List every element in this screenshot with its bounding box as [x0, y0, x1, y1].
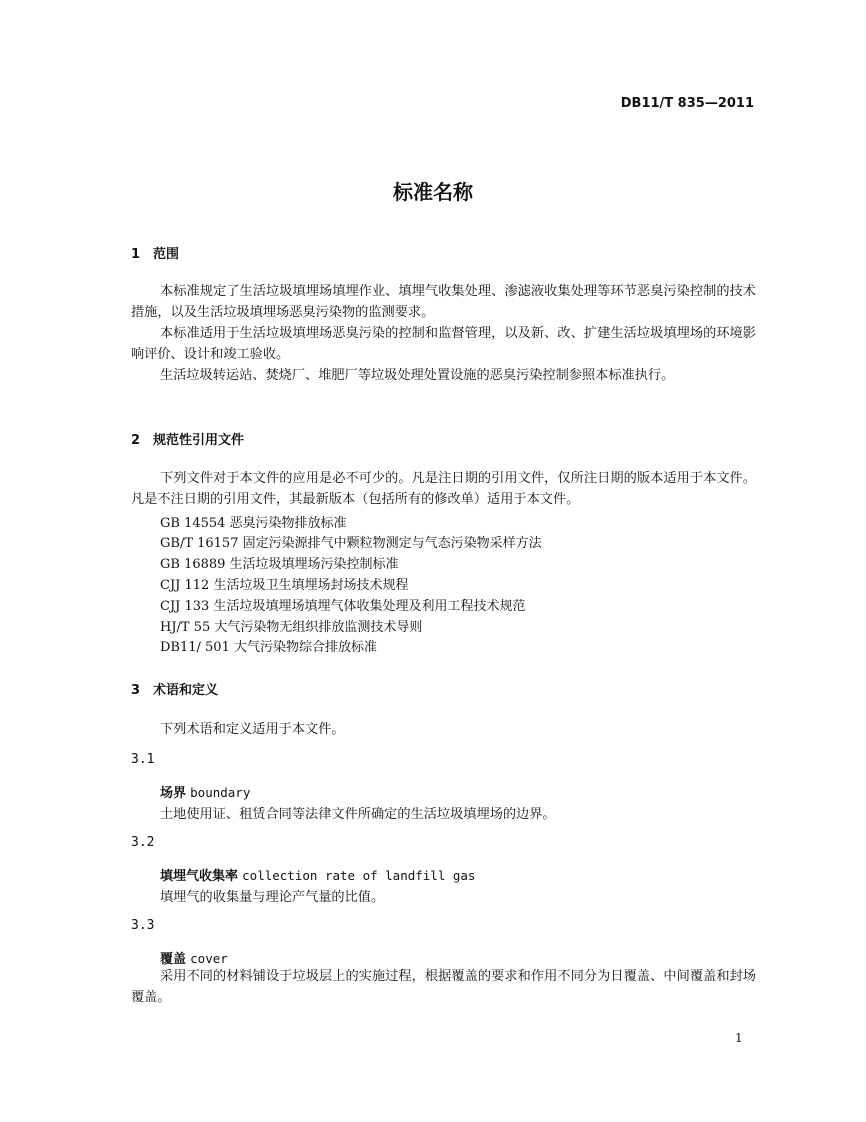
terms-intro: 下列术语和定义适用于本文件。 — [160, 722, 345, 737]
section-title: 术语和定义 — [153, 683, 219, 698]
reference-item: DB11/ 501 大气污染物综合排放标准 — [160, 640, 377, 655]
clause-number: 3.1 — [131, 752, 155, 767]
section-heading-scope — [131, 243, 179, 262]
reference-item: GB 14554 恶臭污染物排放标准 — [160, 516, 347, 531]
section-number: 2 — [131, 433, 141, 448]
reference-item: HJ/T 55 大气污染物无组织排放监测技术导则 — [160, 620, 423, 635]
section-heading-terms — [131, 679, 218, 698]
term-entry — [160, 865, 475, 884]
section-title: 范围 — [153, 247, 180, 262]
section-title: 规范性引用文件 — [153, 433, 245, 448]
page-title: 标准名称 — [393, 180, 473, 204]
term-english: collection rate of landfill gas — [242, 868, 476, 883]
references-intro: 下列文件对于本文件的应用是必不可少的。凡是注日期的引用文件，仅所注日期的版本适用于本文件。凡是不注日期的引用文件，其最新版本（包括所有的修改单）适用于本文件。 — [131, 471, 756, 507]
section-number: 3 — [131, 683, 141, 698]
scope-paragraph-1: 本标准规定了生活垃圾填埋场填埋作业、填埋气收集处理、渗滤液收集处理等环节恶臭污染控制的技术措施，以及生活垃圾填埋场恶臭污染物的监测要求。 — [131, 284, 756, 320]
page-number: 1 — [735, 1031, 743, 1045]
term-definition: 填埋气的收集量与理论产气量的比值。 — [160, 890, 385, 905]
reference-item: GB/T 16157 固定污染源排气中颗粒物测定与气态污染物采样方法 — [160, 536, 542, 551]
reference-item: CJJ 112 生活垃圾卫生填埋场封场技术规程 — [160, 578, 409, 593]
standard-number: DB11/T 835—2011 — [620, 96, 754, 111]
term-entry — [160, 782, 250, 801]
term-definition: 土地使用证、租赁合同等法律文件所确定的生活垃圾填埋场的边界。 — [160, 807, 556, 822]
reference-item: CJJ 133 生活垃圾填埋场填埋气体收集处理及利用工程技术规范 — [160, 599, 526, 614]
term-definition: 采用不同的材料铺设于垃圾层上的实施过程，根据覆盖的要求和作用不同分为日覆盖、中间覆盖和封场覆盖。 — [131, 969, 756, 1005]
section-heading-references — [131, 429, 244, 448]
term-english: boundary — [190, 785, 251, 800]
term-chinese: 场界 — [160, 786, 187, 801]
scope-paragraph-2: 本标准适用于生活垃圾填埋场恶臭污染的控制和监督管理，以及新、改、扩建生活垃圾填埋场的环境影响评价、设计和竣工验收。 — [131, 326, 756, 362]
term-english: cover — [190, 951, 228, 966]
reference-item: GB 16889 生活垃圾填埋场污染控制标准 — [160, 557, 399, 572]
term-chinese: 覆盖 — [160, 952, 187, 967]
term-entry — [160, 948, 228, 967]
section-number: 1 — [131, 247, 141, 262]
clause-number: 3.3 — [131, 918, 155, 933]
term-chinese: 填埋气收集率 — [160, 869, 239, 884]
scope-paragraph-3: 生活垃圾转运站、焚烧厂、堆肥厂等垃圾处理处置设施的恶臭污染控制参照本标准执行。 — [160, 368, 675, 383]
clause-number: 3.2 — [131, 835, 155, 850]
